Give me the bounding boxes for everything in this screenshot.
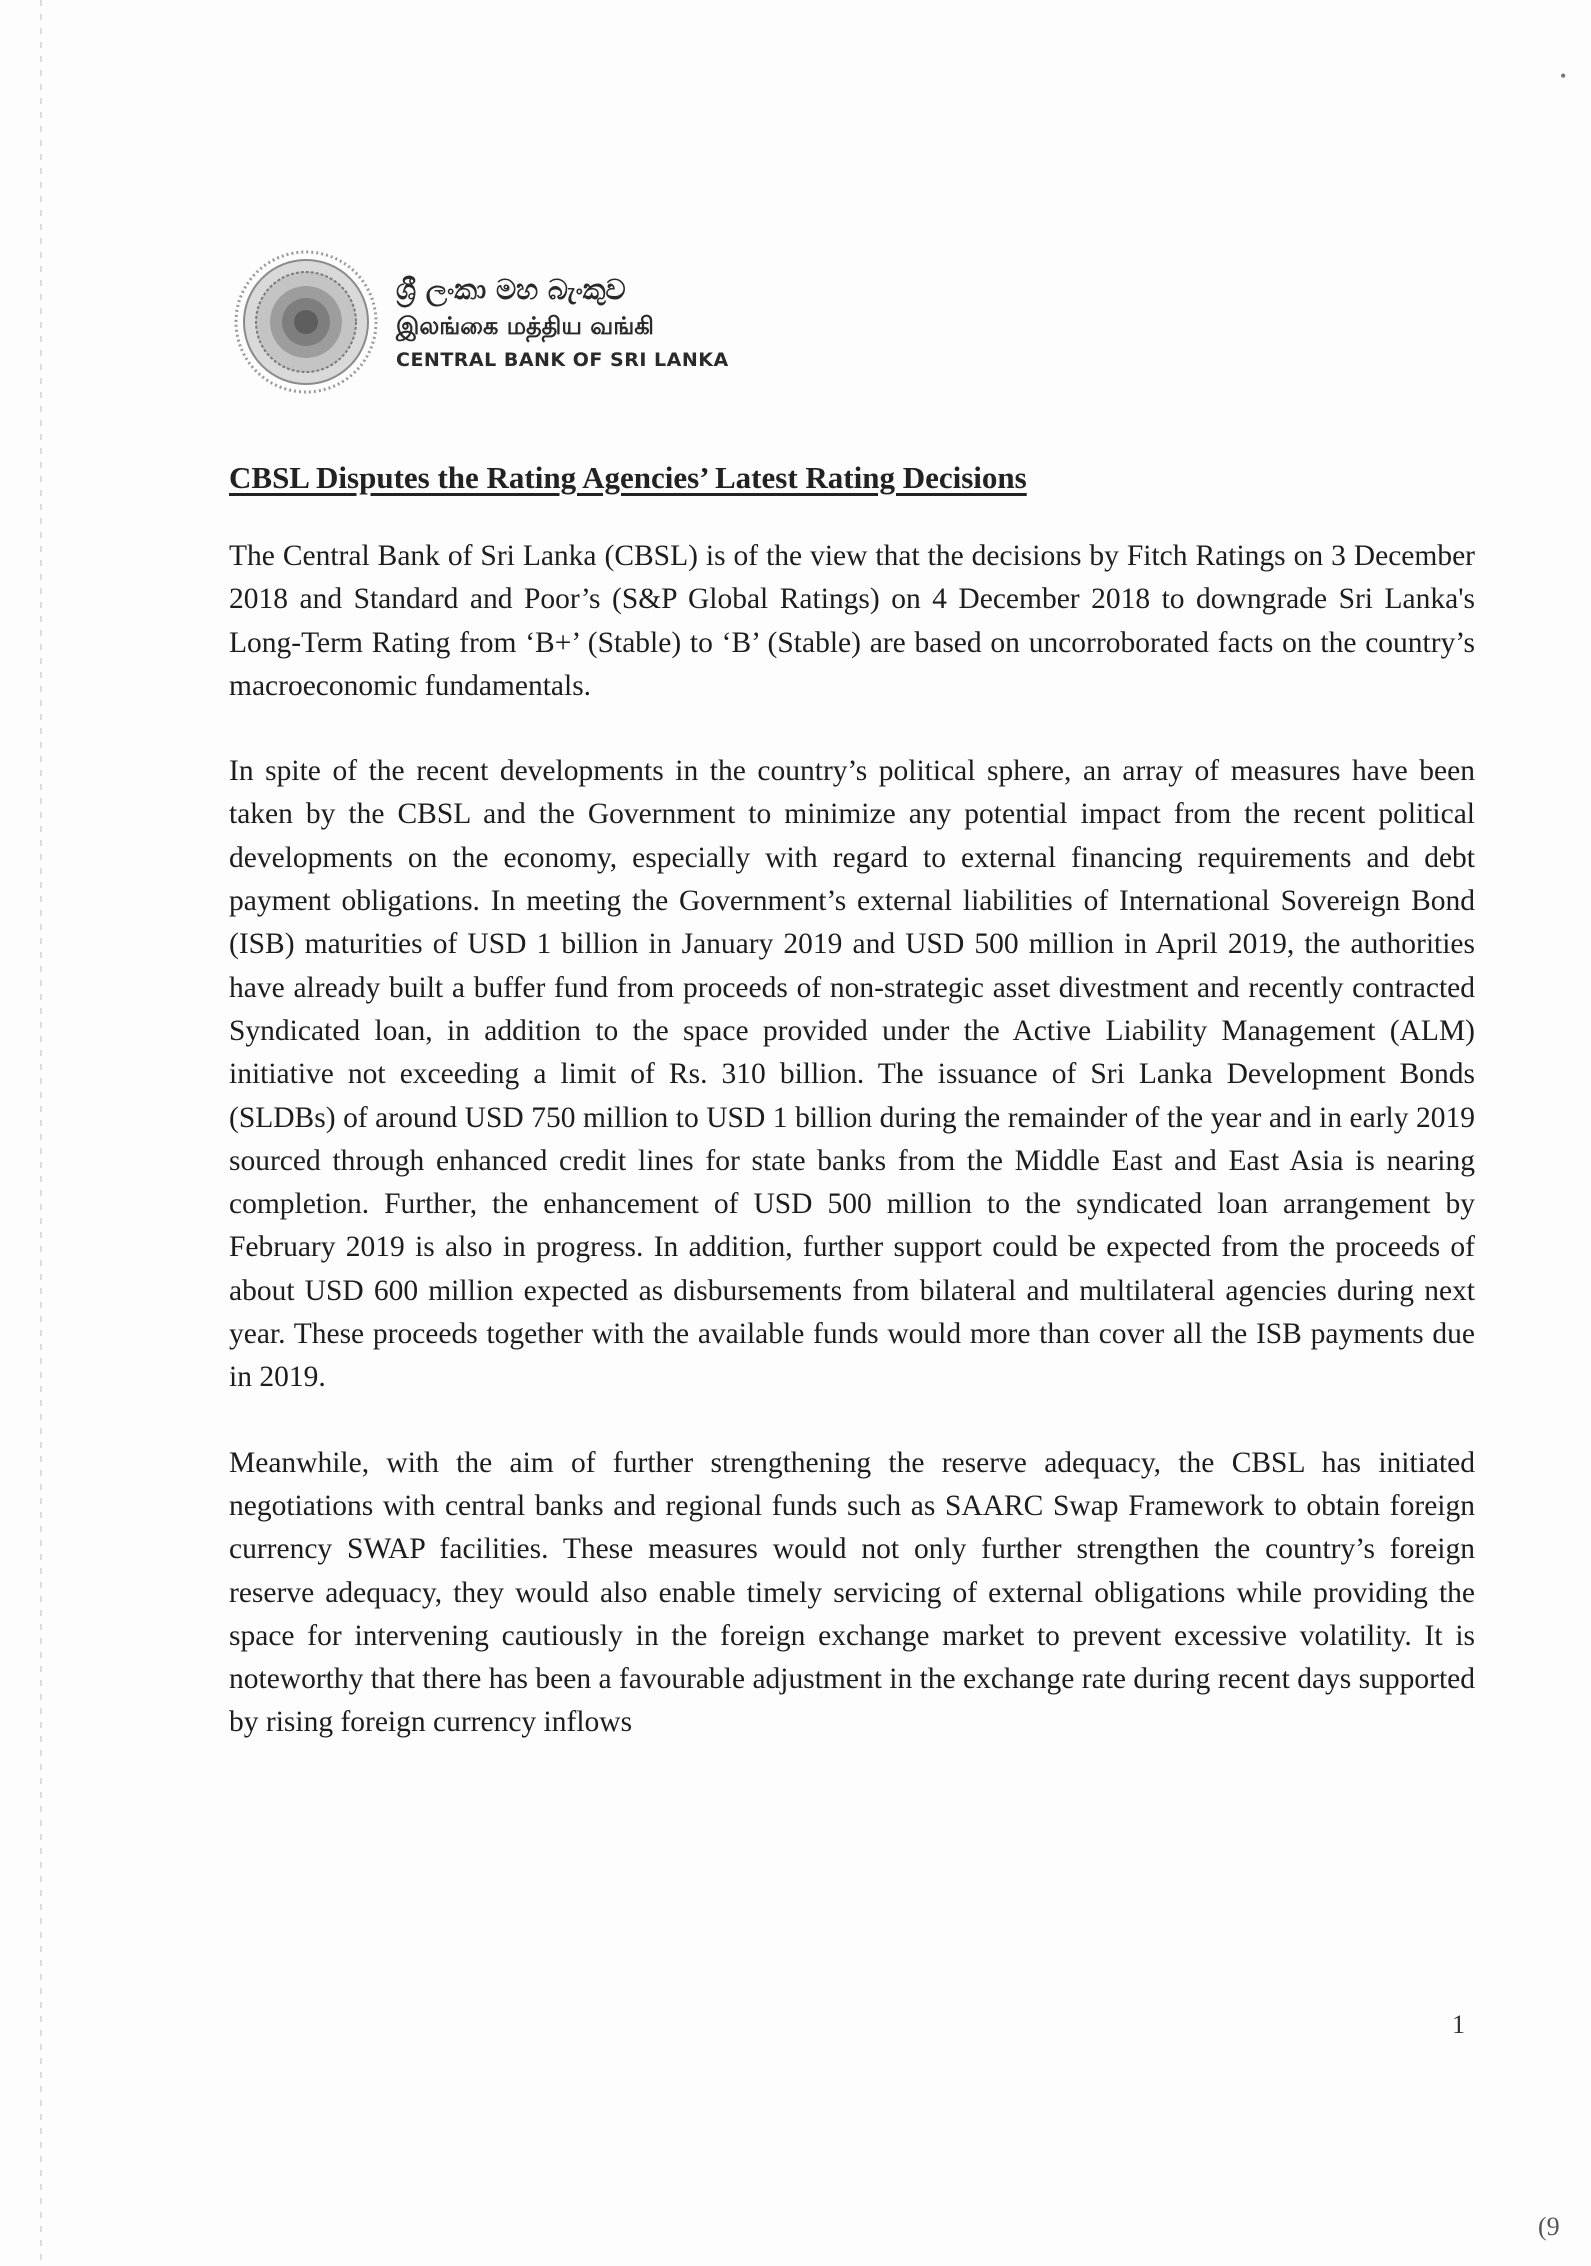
page-number: 1 <box>1452 2010 1465 2039</box>
letterhead <box>232 248 729 396</box>
corner-mark: (9 <box>1538 2212 1560 2241</box>
document-title: CBSL Disputes the Rating Agencies’ Latest Rating Decisions <box>229 460 1027 495</box>
central-bank-seal-icon <box>232 248 380 396</box>
scan-mark: • <box>1560 66 1567 86</box>
paragraph-3: Meanwhile, with the aim of further strengthening the reserve adequacy, the CBSL has initiated negotiations with central banks and regional funds such as SAARC Swap Framework to obtain foreign currency SWAP facilities. These measures would not only further strengthen the country’s foreign reserve adequacy, they would also enable timely servicing of external obligations while providing the space for intervening cautiously in the foreign exchange market to prevent excessive volatility. It is noteworthy that there has been a favourable adjustment in the exchange rate during recent days supported by rising foreign currency inflows <box>229 1446 1475 1739</box>
document-body <box>229 535 1475 1787</box>
paragraph-1: The Central Bank of Sri Lanka (CBSL) is of the view that the decisions by Fitch Ratings on 3 December 2018 and Standard and Poor’s (S&P Global Ratings) on 4 December 2018 to downgrade Sri Lanka's Long-Term Rating from ‘B+’ (Stable) to ‘B’ (Stable) are based on uncorroborated facts on the country’s macroeconomic fundamentals. <box>229 540 1475 702</box>
scan-edge <box>40 0 42 2266</box>
bank-name-tamil: இலங்கை மத்திய வங்கி <box>396 311 654 340</box>
bank-name-english: CENTRAL BANK OF SRI LANKA <box>396 348 729 371</box>
paragraph-2: In spite of the recent developments in the country’s political sphere, an array of measures have been taken by the CBSL and the Government to minimize any potential impact from the recent political developments on the economy, especially with regard to external financing requirements and debt payment obligations. In meeting the Government’s external liabilities of International Sovereign Bond (ISB) maturities of USD 1 billion in January 2019 and USD 500 million in April 2019, the authorities have already built a buffer fund from proceeds of non-strategic asset divestment and recently contracted Syndicated loan, in addition to the space provided under the Active Liability Management (ALM) initiative not exceeding a limit of Rs. 310 billion. The issuance of Sri Lanka Development Bonds (SLDBs) of around USD 750 million to USD 1 billion during the remainder of the year and in early 2019 sourced through enhanced credit lines for state banks from the Middle East and East Asia is nearing completion. Further, the enhancement of USD 500 million to the syndicated loan arrangement by February 2019 is also in progress. In addition, further support could be expected from the proceeds of about USD 600 million expected as disbursements from bilateral and multilateral agencies during next year. These proceeds together with the available funds would more than cover all the ISB payments due in 2019. <box>229 755 1475 1394</box>
letterhead-text <box>396 272 729 373</box>
bank-name-sinhala: ශ්‍රී ලංකා මහ බැංකුව <box>396 272 626 306</box>
